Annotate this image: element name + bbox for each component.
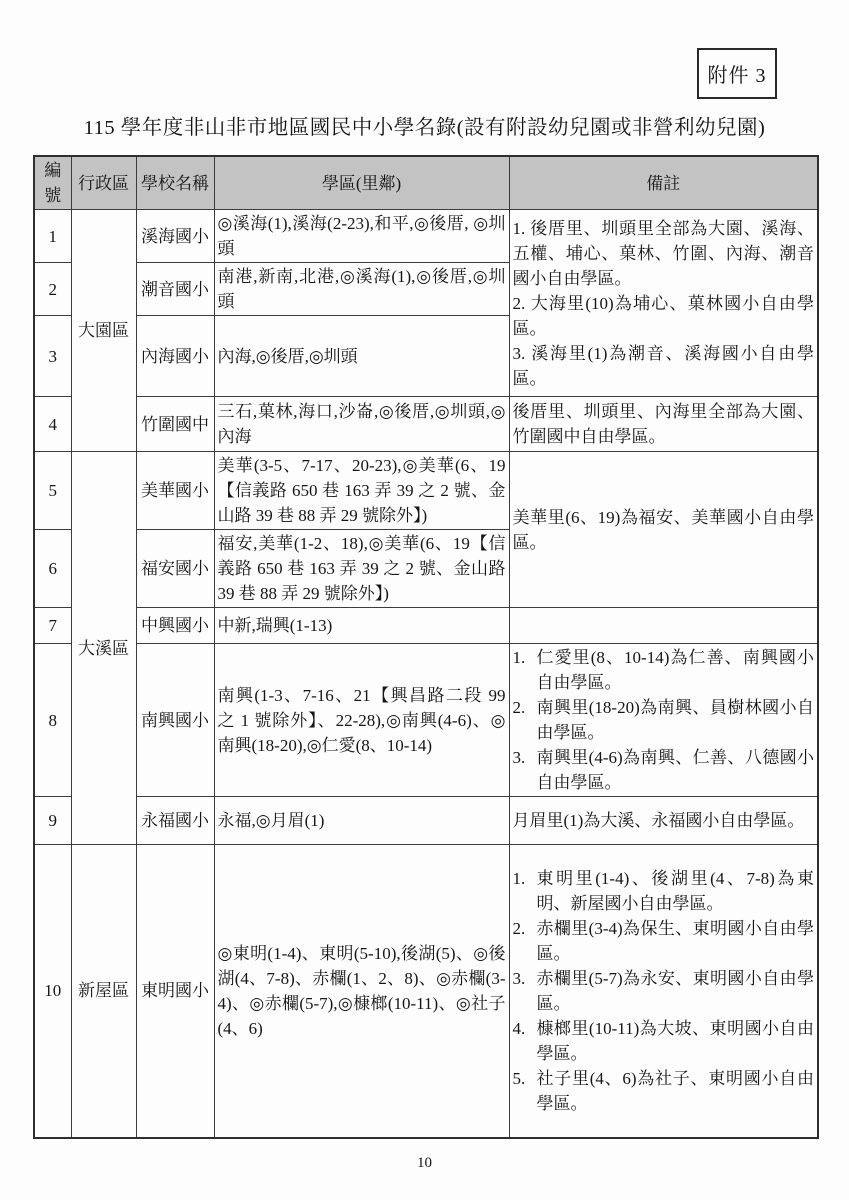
- row-number: 2: [34, 263, 71, 316]
- table-row: [34, 397, 818, 452]
- note-item: [513, 1066, 815, 1116]
- zone-cell: 南興(1-3、7-16、21【興昌路二段 99 之 1 號除外】、22-28),◎南興(4-6)、◎南興(18-20),◎仁愛(8、10-14): [214, 644, 509, 797]
- school-name: 福安國小: [136, 530, 214, 608]
- zone-cell: 美華(3-5、7-17、20-23),◎美華(6、19【信義路 650 巷 163 弄 39 之 2 號、金山路 39 巷 88 弄 29 號除外】): [214, 452, 509, 530]
- zone-cell: 三石,菓林,海口,沙崙,◎後厝,◎圳頭,◎內海: [214, 397, 509, 452]
- district-cell: 新屋區: [71, 845, 136, 1138]
- school-name: 永福國小: [136, 797, 214, 845]
- header-district: 行政區: [71, 156, 136, 210]
- note-item: [513, 1016, 815, 1066]
- note-item: [513, 966, 815, 1016]
- row-number: 1: [34, 210, 71, 263]
- page-title: 115 學年度非山非市地區國民中小學名錄(設有附設幼兒園或非營利幼兒園): [83, 117, 766, 139]
- note-item-number: 1.: [512, 648, 526, 667]
- zone-cell: ◎東明(1-4)、東明(5-10),後湖(5)、◎後湖(4、7-8)、赤欄(1、2、8)、◎赤欄(3-4)、◎赤欄(5-7),◎槺榔(10-11)、◎社子(4、6): [214, 845, 509, 1138]
- note-line: 1. 後厝里、圳頭里全部為大園、溪海、五權、埔心、菓林、竹圍、內海、潮音國小自由學區。: [512, 218, 814, 288]
- note-cell: 月眉里(1)為大溪、永福國小自由學區。: [509, 797, 818, 845]
- school-name: 美華國小: [136, 452, 214, 530]
- note-item-text: 東明里(1-4)、後湖里(4、7-8)為東明、新屋國小自由學區。: [536, 868, 814, 913]
- note-item-number: 1.: [512, 868, 526, 888]
- school-name: 溪海國小: [136, 210, 214, 263]
- note-item: [513, 866, 815, 916]
- row-number: 5: [34, 452, 71, 530]
- note-cell: [509, 210, 818, 397]
- table-row: [34, 644, 818, 797]
- school-name: 中興國小: [136, 608, 214, 644]
- attachment-label: 附件 3: [697, 48, 777, 99]
- note-item: [513, 745, 815, 795]
- header-row: [34, 156, 818, 210]
- row-number: 8: [34, 644, 71, 797]
- header-school: 學校名稱: [136, 156, 214, 210]
- note-item: [513, 916, 815, 966]
- note-item-text: 南興里(4-6)為南興、仁善、八德國小自由學區。: [536, 748, 814, 792]
- school-name: 竹圍國中: [136, 397, 214, 452]
- table-row: [34, 210, 818, 263]
- note-item-number: 3.: [512, 968, 526, 988]
- zone-cell: 內海,◎後厝,◎圳頭: [214, 316, 509, 397]
- note-item-number: 3.: [512, 748, 526, 767]
- district-cell: 大園區: [71, 210, 136, 452]
- row-number: 10: [34, 845, 71, 1138]
- row-number: 3: [34, 316, 71, 397]
- note-item: [513, 695, 815, 745]
- note-item-text: 槺榔里(10-11)為大坡、東明國小自由學區。: [536, 1018, 814, 1063]
- note-cell: 後厝里、圳頭里、內海里全部為大園、竹圍國中自由學區。: [509, 397, 818, 452]
- note-item-text: 赤欄里(3-4)為保生、東明國小自由學區。: [536, 918, 814, 963]
- row-number: 6: [34, 530, 71, 608]
- school-name: 東明國小: [136, 845, 214, 1138]
- header-zone: 學區(里鄰): [214, 156, 509, 210]
- note-cell: [509, 644, 818, 797]
- page-number: 10: [417, 1155, 432, 1171]
- table-row: [34, 608, 818, 644]
- row-number: 4: [34, 397, 71, 452]
- school-name: 南興國小: [136, 644, 214, 797]
- note-line: 3. 溪海里(1)為潮音、溪海國小自由學區。: [512, 343, 814, 388]
- zone-cell: 福安,美華(1-2、18),◎美華(6、19【信義路 650 巷 163 弄 39 之 2 號、金山路 39 巷 88 弄 29 號除外】): [214, 530, 509, 608]
- note-item-number: 4.: [512, 1018, 526, 1038]
- school-name: 內海國小: [136, 316, 214, 397]
- header-note: 備註: [509, 156, 818, 210]
- header-no: 編號: [34, 156, 71, 210]
- note-cell: [509, 845, 818, 1138]
- school-district-table: [33, 155, 819, 1139]
- table-row: [34, 845, 818, 1138]
- note-item-text: 南興里(18-20)為南興、員樹林國小自由學區。: [536, 698, 814, 742]
- zone-cell: 中新,瑞興(1-13): [214, 608, 509, 644]
- zone-cell: 永福,◎月眉(1): [214, 797, 509, 845]
- table-row: [34, 797, 818, 845]
- note-item-number: 2.: [512, 918, 526, 938]
- row-number: 7: [34, 608, 71, 644]
- table-row: [34, 452, 818, 530]
- note-item-text: 社子里(4、6)為社子、東明國小自由學區。: [536, 1068, 814, 1113]
- note-item-number: 2.: [512, 698, 526, 717]
- note-item-text: 赤欄里(5-7)為永安、東明國小自由學區。: [536, 968, 814, 1013]
- zone-cell: ◎溪海(1),溪海(2-23),和平,◎後厝, ◎圳頭: [214, 210, 509, 263]
- zone-cell: 南港,新南,北港,◎溪海(1),◎後厝,◎圳頭: [214, 263, 509, 316]
- note-cell: [509, 608, 818, 644]
- note-item: [513, 645, 815, 695]
- note-item-number: 5.: [512, 1068, 526, 1088]
- note-line: 2. 大海里(10)為埔心、菓林國小自由學區。: [512, 293, 814, 338]
- note-cell: 美華里(6、19)為福安、美華國小自由學區。: [509, 452, 818, 608]
- note-item-text: 仁愛里(8、10-14)為仁善、南興國小自由學區。: [536, 648, 814, 692]
- school-name: 潮音國小: [136, 263, 214, 316]
- district-cell: 大溪區: [71, 452, 136, 845]
- row-number: 9: [34, 797, 71, 845]
